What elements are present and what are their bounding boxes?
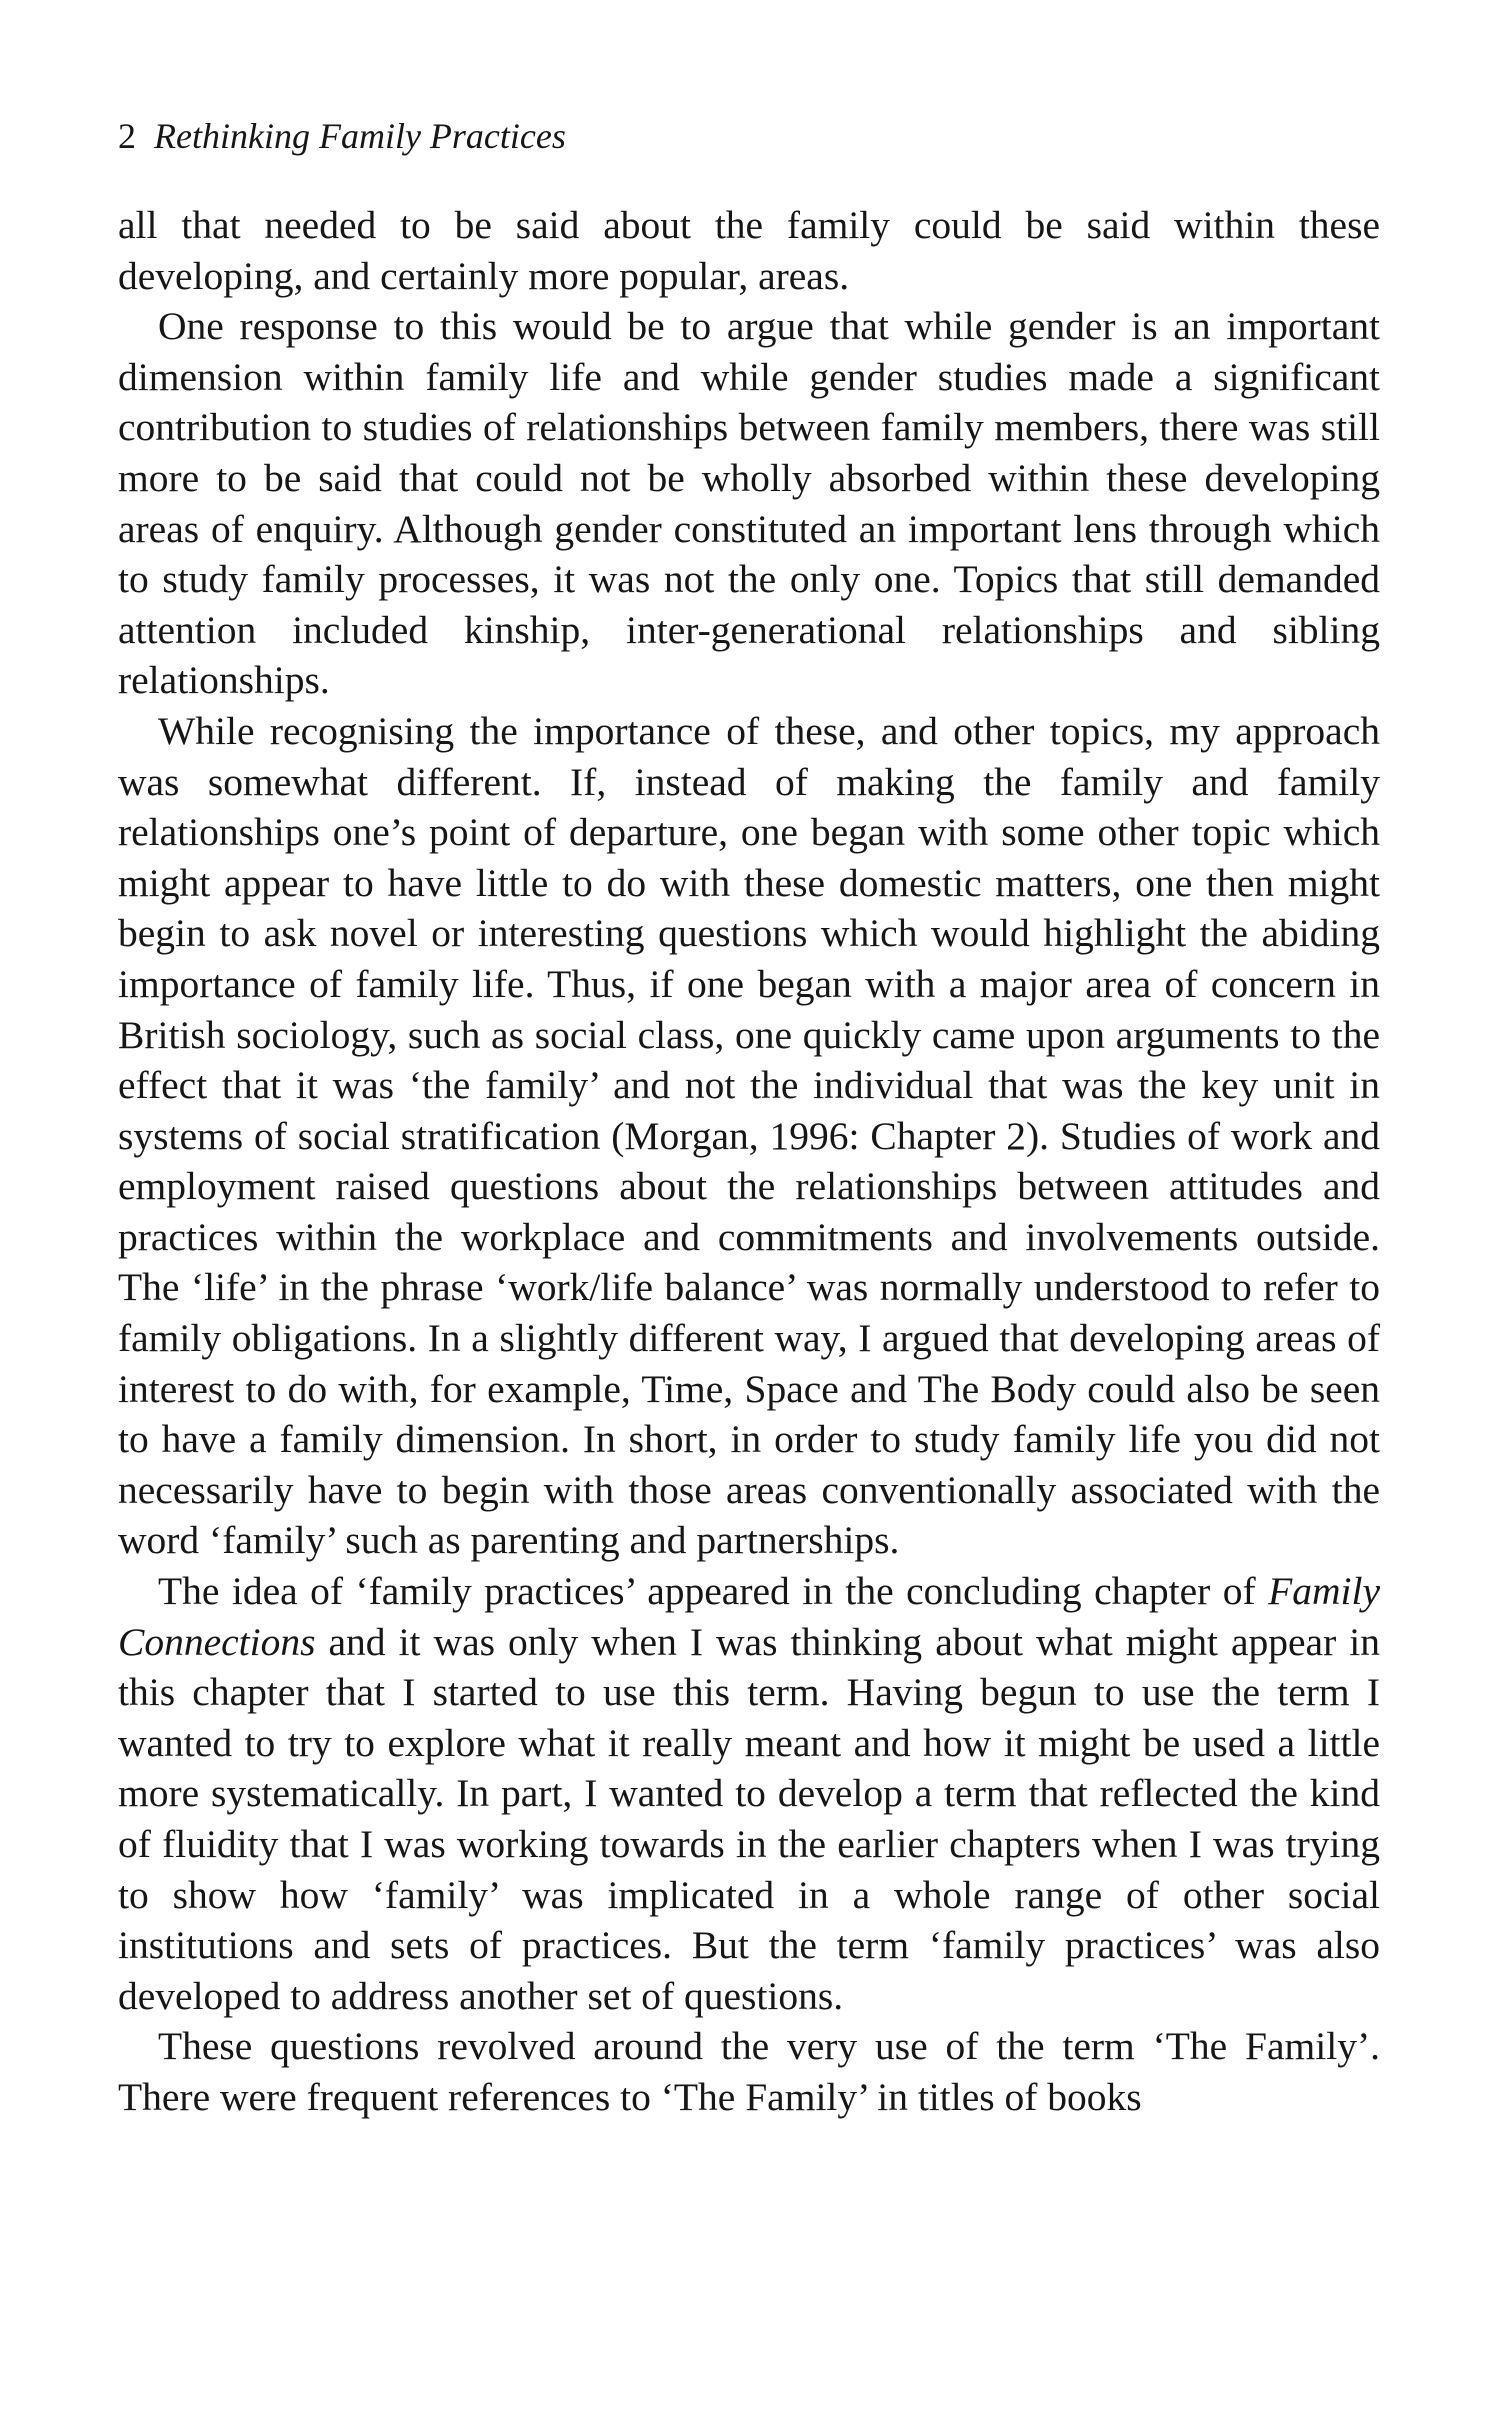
paragraph-gender-response: One response to this would be to argue that while gender is an important dimension within family life and while gender studies made a significant contribution to studies of relationships between family members, there was still more to be said that could not be wholly absorbed within these developing areas of enquiry. Although gender constituted an important lens through which to study family processes, it was not the only one. Topics that still demanded attention included kinship, inter-generational relationships and sibling relationships. [118, 304, 1380, 703]
paragraph-lead-text: The idea of ‘family practices’ appeared in the concluding chapter of [158, 1569, 1269, 1614]
running-head [118, 112, 1380, 160]
book-title: Rethinking Family Practices [154, 116, 566, 156]
paragraph-continuation: all that needed to be said about the family could be said within these developing, and certainly more popular, areas. [118, 203, 1380, 298]
book-title-citation: Family Connections [118, 1569, 1380, 1664]
paragraph-rest-text: and it was only when I was thinking about what might appear in this chapter that I started to use this term. Having begun to use the term I wanted to try to explore what it really meant and how it might be used a little more systematically. In part, I wanted to develop a term that reflected the kind of fluidity that I was working towards in the earlier chapters when I was trying to show how ‘family’ was implicated in a whole range of other social institutions and sets of practices. But the term ‘family practices’ was also developed to address another set of questions. [118, 1619, 1380, 2018]
paragraph-the-family-term: These questions revolved around the very use of the term ‘The Family’. There were frequent references to ‘The Family’ in titles of books [118, 2024, 1380, 2119]
paragraph-family-practices-idea [118, 1566, 1380, 2021]
body-text [118, 200, 1380, 2123]
page-number: 2 [118, 116, 136, 156]
paragraph-approach: While recognising the importance of these, and other topics, my approach was somewhat different. If, instead of making the family and family relationships one’s point of departure, one began with some other topic which might appear to have little to do with these domestic matters, one then might begin to ask novel or interesting questions which would highlight the abiding importance of family life. Thus, if one began with a major area of concern in British sociology, such as social class, one quickly came upon arguments to the effect that it was ‘the family’ and not the individual that was the key unit in systems of social stratification (Morgan, 1996: Chapter 2). Studies of work and employment raised questions about the relationships between attitudes and practices within the workplace and commitments and involvements outside. The ‘life’ in the phrase ‘work/life balance’ was normally understood to refer to family obligations. In a slightly different way, I argued that developing areas of interest to do with, for example, Time, Space and The Body could also be seen to have a family dimension. In short, in order to study family life you did not necessarily have to begin with those areas conventionally associated with the word ‘family’ such as parenting and partnerships. [118, 708, 1380, 1563]
book-page [118, 112, 1380, 2123]
